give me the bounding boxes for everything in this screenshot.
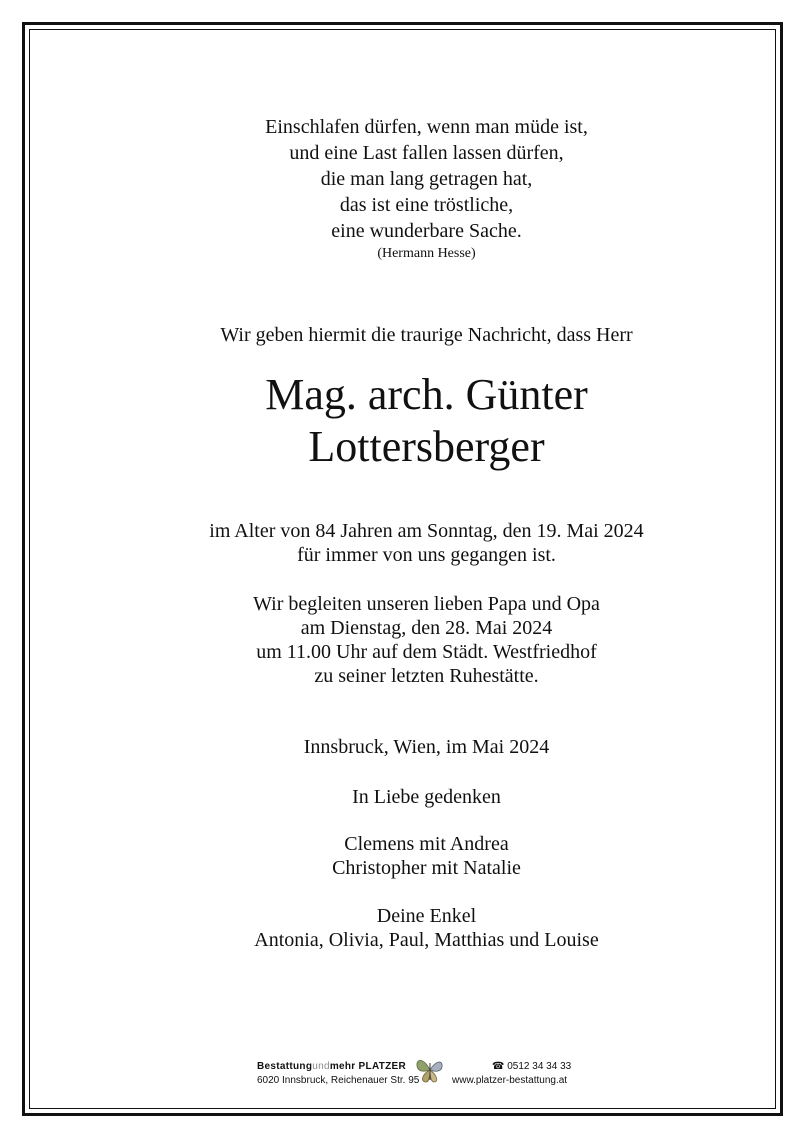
funeral-home-footer <box>0 1054 805 1094</box>
funeral-line1: Wir begleiten unseren lieben Papa und Opa <box>253 593 600 615</box>
funeral-line2: am Dienstag, den 28. Mai 2024 <box>300 617 553 639</box>
brand-part1: Bestattung <box>257 1061 313 1072</box>
website-link[interactable]: www.platzer-bestattung.at <box>452 1075 568 1086</box>
poem-line: das ist eine tröstliche, <box>339 194 514 216</box>
phone-row <box>452 1060 571 1074</box>
grandchildren-heading: Deine Enkel <box>376 905 477 927</box>
footer-left <box>257 1060 419 1088</box>
phone-icon: ☎ <box>492 1061 505 1072</box>
poem-line: und eine Last fallen lassen dürfen, <box>289 142 564 164</box>
death-line2: für immer von uns gegangen ist. <box>297 544 556 566</box>
poem <box>0 114 805 264</box>
phone-number: 0512 34 34 33 <box>507 1061 572 1072</box>
grandchildren-names: Antonia, Olivia, Paul, Matthias und Louise <box>254 929 599 951</box>
brand-part2: und <box>312 1061 330 1072</box>
poem-line: die man lang getragen hat, <box>320 168 533 190</box>
footer-right <box>452 1060 571 1088</box>
poem-line: Einschlafen dürfen, wenn man müde ist, <box>265 116 588 138</box>
butterfly-icon <box>414 1054 446 1086</box>
death-line1: im Alter von 84 Jahren am Sonntag, den 19. Mai 2024 <box>209 520 644 542</box>
family-line1: Clemens mit Andrea <box>344 833 509 855</box>
funeral-line4: zu seiner letzten Ruhestätte. <box>314 665 539 687</box>
poem-line: eine wunderbare Sache. <box>331 220 522 242</box>
funeral-home-address: 6020 Innsbruck, Reichenauer Str. 95 <box>257 1075 420 1086</box>
in-memory: In Liebe gedenken <box>352 786 501 808</box>
place-date: Innsbruck, Wien, im Mai 2024 <box>303 736 550 758</box>
brand-part3: mehr PLATZER <box>329 1061 407 1072</box>
poem-author: (Hermann Hesse) <box>377 246 476 261</box>
family-line2: Christopher mit Natalie <box>332 857 521 879</box>
funeral-home-brand <box>257 1060 419 1074</box>
funeral-line3: um 11.00 Uhr auf dem Städt. Westfriedhof <box>256 641 597 663</box>
deceased-name-line1: Mag. arch. Günter <box>265 370 588 419</box>
announcement: Wir geben hiermit die traurige Nachricht, dass Herr <box>220 324 633 346</box>
deceased-name-line2: Lottersberger <box>308 422 545 471</box>
